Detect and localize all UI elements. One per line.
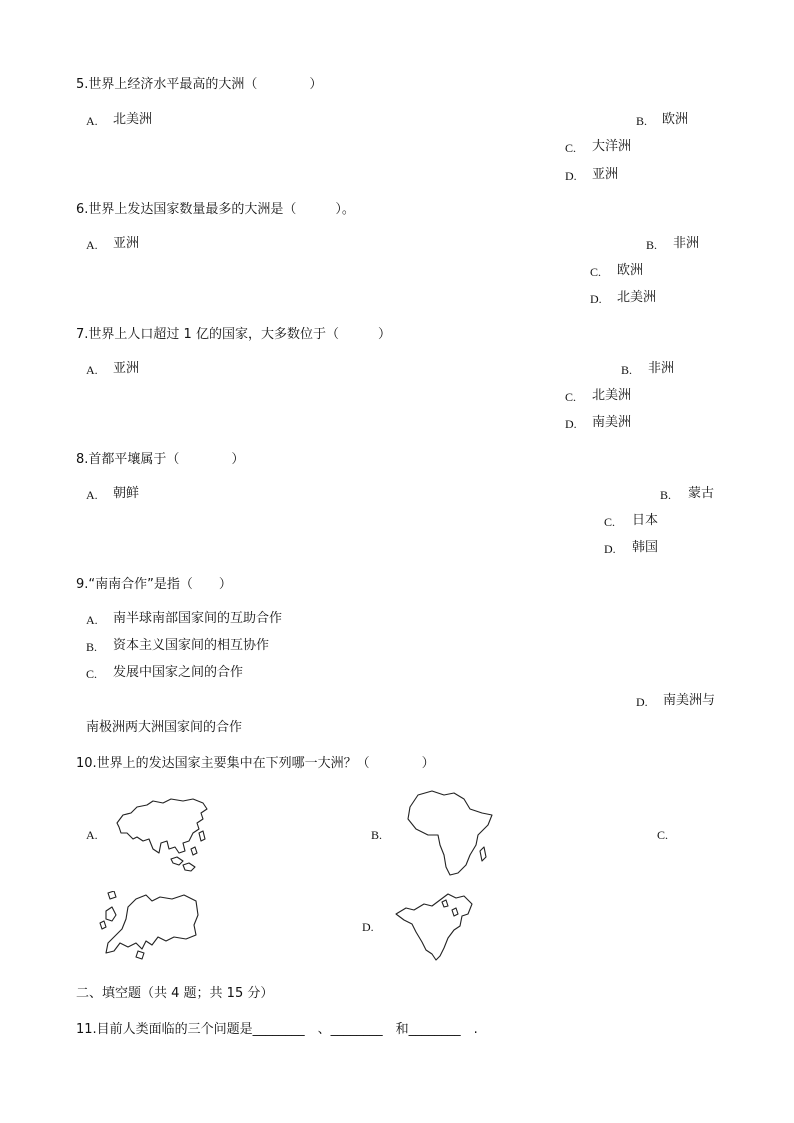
q5-option-a-letter[interactable]: A. — [86, 114, 98, 128]
q8-option-a-letter[interactable]: A. — [86, 488, 98, 502]
q8-option-c-text[interactable]: 日本 — [632, 513, 659, 528]
q6-option-c-letter[interactable]: C. — [590, 265, 602, 279]
q7-option-c-text[interactable]: 北美洲 — [592, 388, 632, 403]
africa-map-icon[interactable] — [404, 789, 496, 877]
north-america-map-icon[interactable] — [392, 892, 478, 962]
asia-map-icon[interactable] — [113, 793, 209, 873]
q9-option-a-letter[interactable]: A. — [86, 613, 98, 627]
q5-option-b-letter[interactable]: B. — [636, 114, 648, 128]
q5-option-d-text[interactable]: 亚洲 — [592, 167, 619, 182]
q10-option-c-letter[interactable]: C. — [657, 828, 669, 842]
q8-option-d-letter[interactable]: D. — [604, 542, 616, 556]
question-10-stem: 10.世界上的发达国家主要集中在下列哪一大洲？（ ） — [76, 756, 435, 771]
q5-option-c-letter[interactable]: C. — [565, 141, 577, 155]
q7-option-c-letter[interactable]: C. — [565, 390, 577, 404]
q7-option-d-text[interactable]: 南美洲 — [592, 415, 632, 430]
q7-option-d-letter[interactable]: D. — [565, 417, 577, 431]
q6-option-c-text[interactable]: 欧洲 — [617, 263, 644, 278]
q10-option-b-letter[interactable]: B. — [371, 828, 383, 842]
q7-option-b-letter[interactable]: B. — [621, 363, 633, 377]
q9-option-c-text[interactable]: 发展中国家之间的合作 — [113, 665, 244, 680]
q6-option-a-text[interactable]: 亚洲 — [113, 236, 140, 251]
q5-option-d-letter[interactable]: D. — [565, 169, 577, 183]
q9-option-b-text[interactable]: 资本主义国家间的相互协作 — [113, 638, 270, 653]
section-2-heading: 二、填空题（共 4 题；共 15 分） — [76, 986, 274, 1001]
q8-option-b-text[interactable]: 蒙古 — [688, 486, 715, 501]
question-11-stem: 11.目前人类面临的三个问题是________ 、________ 和________ . — [76, 1022, 478, 1037]
q9-option-b-letter[interactable]: B. — [86, 640, 98, 654]
question-7-stem: 7.世界上人口超过 1 亿的国家，大多数位于（ ） — [76, 327, 391, 342]
q5-option-a-text[interactable]: 北美洲 — [113, 112, 153, 127]
q8-option-a-text[interactable]: 朝鲜 — [113, 486, 140, 501]
q5-option-b-text[interactable]: 欧洲 — [662, 112, 689, 127]
q10-option-a-letter[interactable]: A. — [86, 828, 98, 842]
q5-option-c-text[interactable]: 大洋洲 — [592, 139, 632, 154]
q8-option-d-text[interactable]: 韩国 — [632, 540, 659, 555]
q8-option-b-letter[interactable]: B. — [660, 488, 672, 502]
question-5-stem: 5.世界上经济水平最高的大洲（ ） — [76, 77, 323, 92]
question-9-stem: 9.“南南合作”是指（ ） — [76, 577, 232, 592]
q9-option-d-letter[interactable]: D. — [636, 695, 648, 709]
question-8-stem: 8.首都平壤属于（ ） — [76, 452, 245, 467]
q7-option-a-text[interactable]: 亚洲 — [113, 361, 140, 376]
q6-option-d-letter[interactable]: D. — [590, 292, 602, 306]
q6-option-b-text[interactable]: 非洲 — [673, 236, 700, 251]
europe-map-icon[interactable] — [98, 891, 202, 961]
q9-option-a-text[interactable]: 南半球南部国家间的互助合作 — [113, 611, 283, 626]
q7-option-b-text[interactable]: 非洲 — [648, 361, 675, 376]
q6-option-b-letter[interactable]: B. — [646, 238, 658, 252]
q8-option-c-letter[interactable]: C. — [604, 515, 616, 529]
q7-option-a-letter[interactable]: A. — [86, 363, 98, 377]
q10-option-d-letter[interactable]: D. — [362, 920, 374, 934]
q6-option-d-text[interactable]: 北美洲 — [617, 290, 657, 305]
q9-option-c-letter[interactable]: C. — [86, 667, 98, 681]
q9-option-d-text[interactable]: 南美洲与 — [663, 693, 716, 708]
q6-option-a-letter[interactable]: A. — [86, 238, 98, 252]
question-6-stem: 6.世界上发达国家数量最多的大洲是（ ）。 — [76, 202, 355, 217]
q9-option-d-continuation[interactable]: 南极洲两大洲国家间的合作 — [86, 720, 243, 735]
